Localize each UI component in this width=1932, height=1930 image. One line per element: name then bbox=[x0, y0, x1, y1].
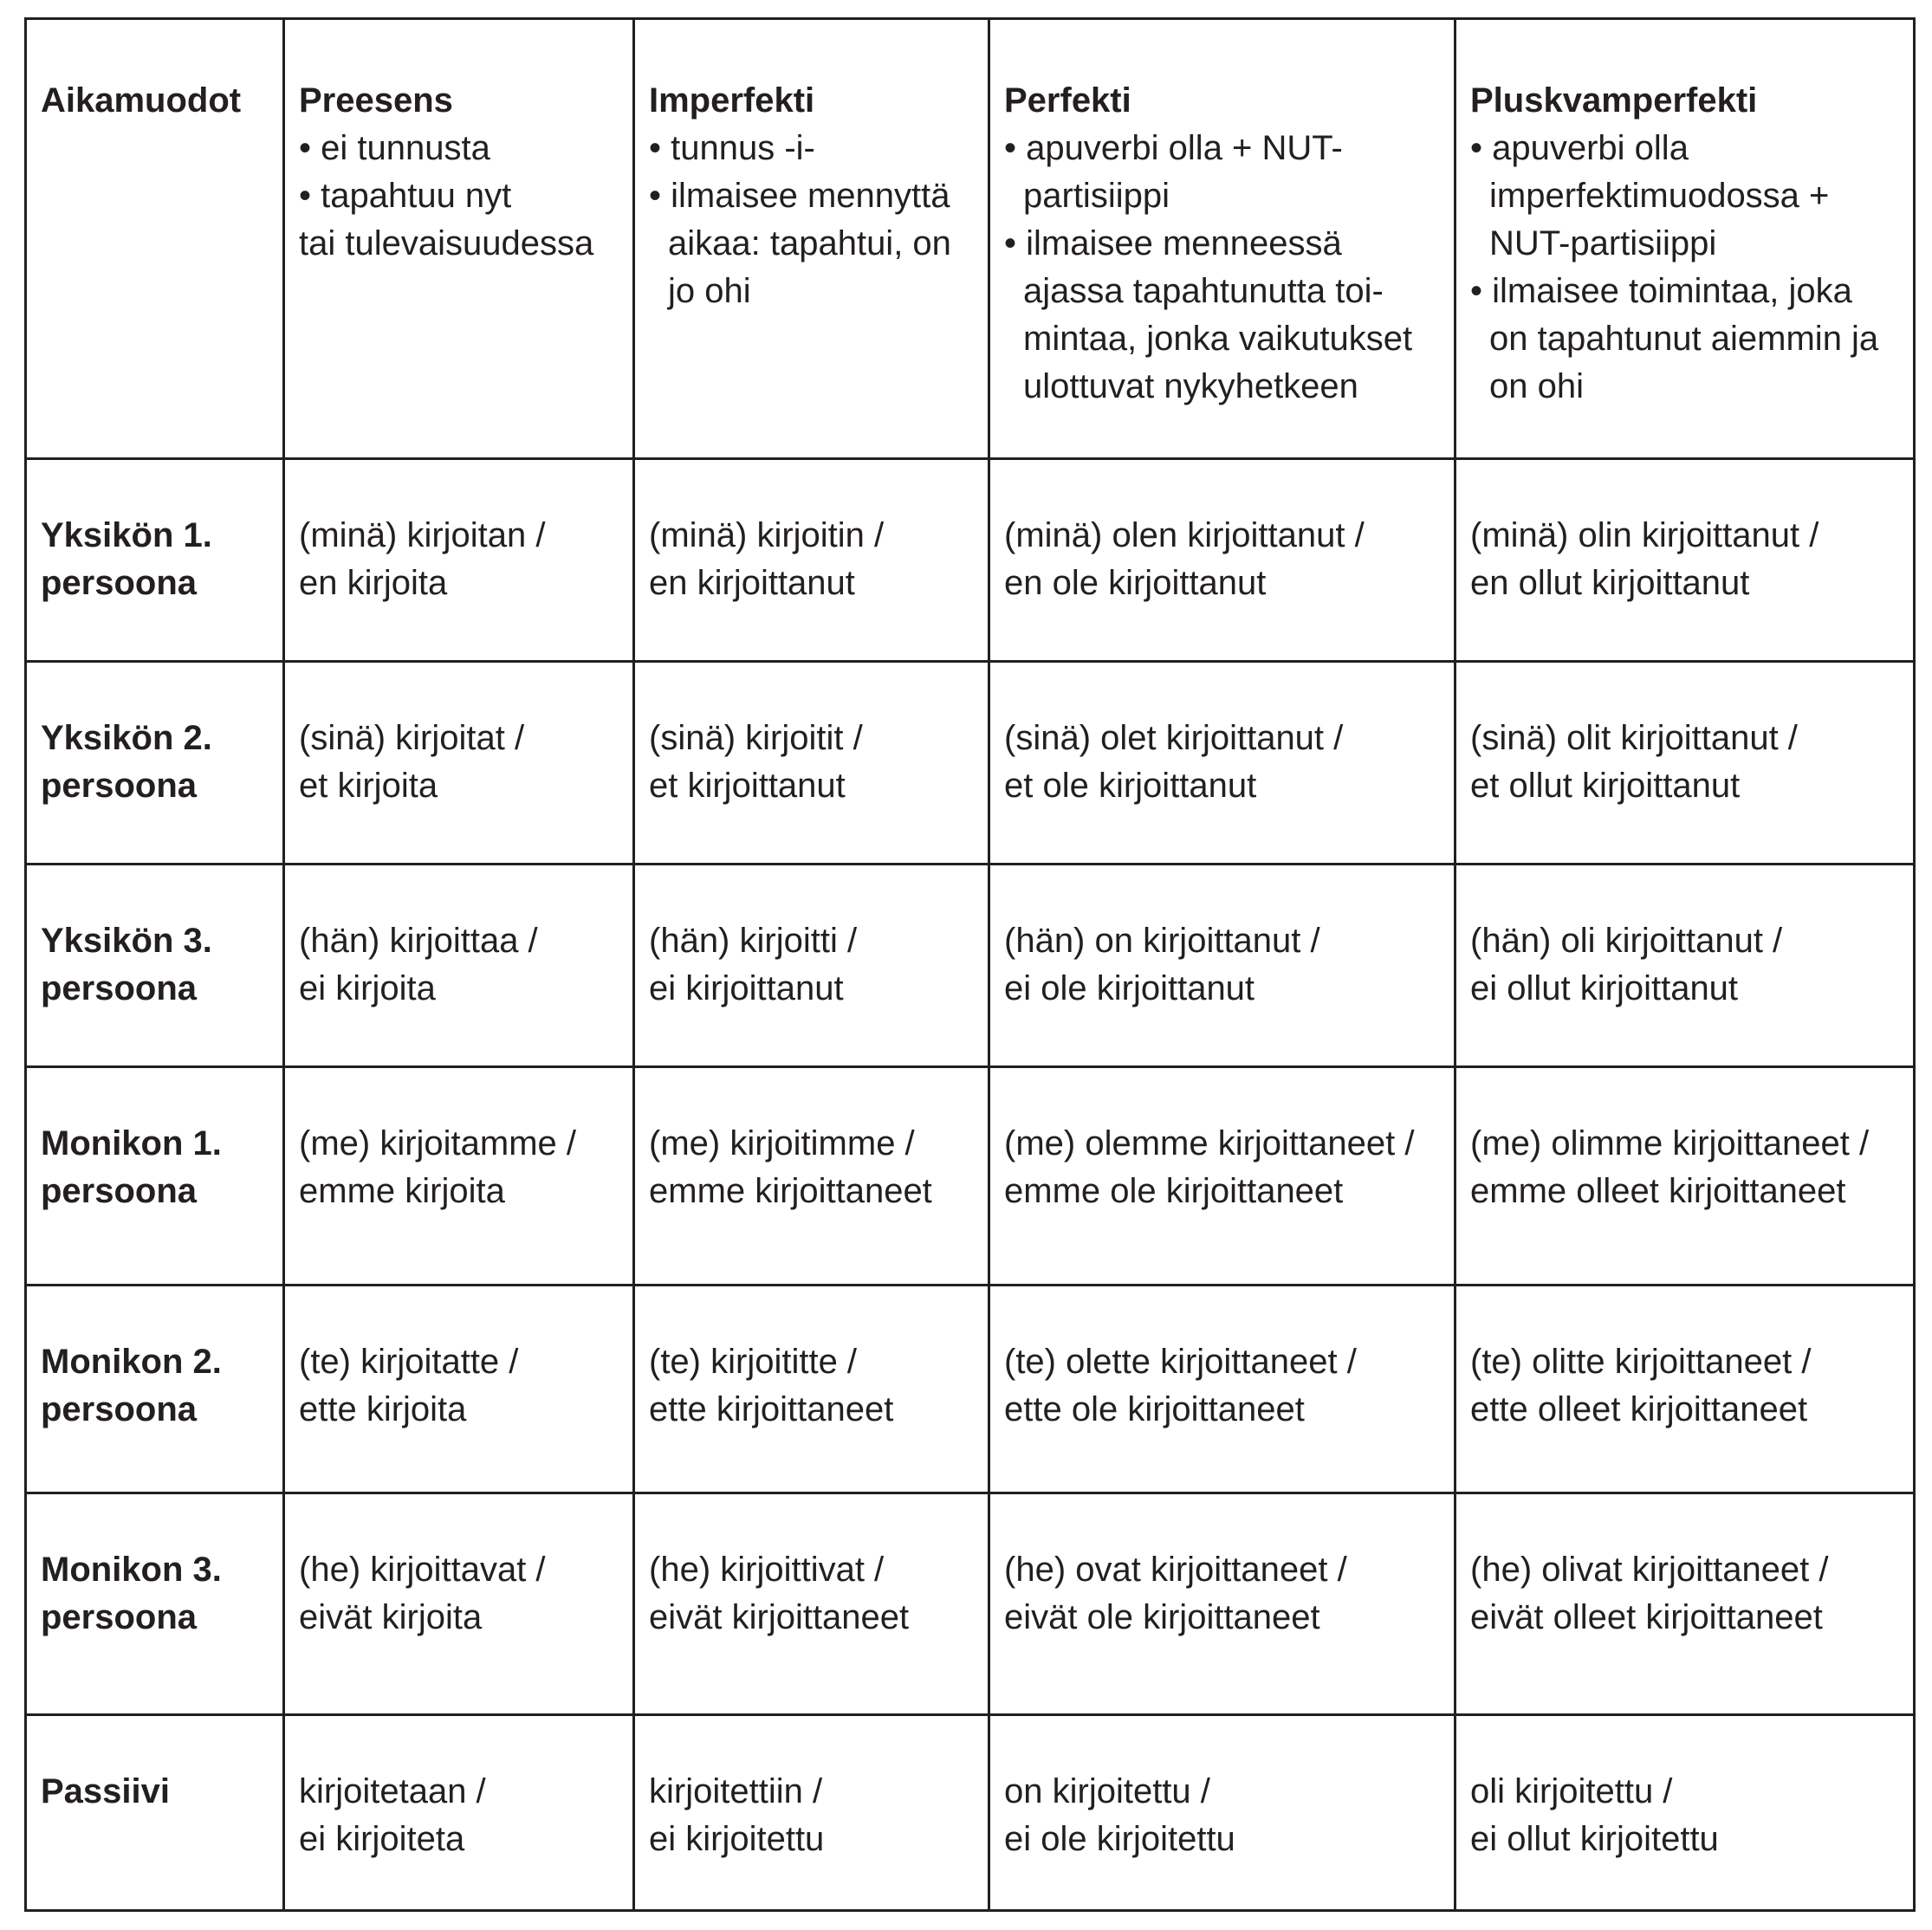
column-note: • ei tunnusta bbox=[299, 129, 490, 167]
table-row bbox=[26, 865, 1915, 1067]
table-cell bbox=[1455, 1493, 1915, 1715]
cell-line: (he) kirjoittivat / bbox=[649, 1551, 885, 1589]
cell-line: (he) kirjoittavat / bbox=[299, 1551, 546, 1589]
cell-line: ei kirjoittanut bbox=[649, 969, 844, 1007]
cell-line: (te) kirjoititte / bbox=[649, 1343, 858, 1381]
row-label: persoona bbox=[41, 1598, 198, 1636]
cell-line: (me) kirjoitamme / bbox=[299, 1124, 577, 1163]
cell-line: (minä) olin kirjoittanut / bbox=[1470, 516, 1819, 554]
row-label-cell bbox=[26, 1715, 284, 1911]
column-note: tai tulevaisuudessa bbox=[299, 224, 594, 262]
table-cell bbox=[284, 1067, 634, 1286]
cell-line: ei kirjoitettu bbox=[649, 1820, 825, 1858]
verb-tense-table bbox=[24, 17, 1916, 1912]
row-label-cell bbox=[26, 1493, 284, 1715]
cell-line: eivät olleet kirjoittaneet bbox=[1470, 1598, 1823, 1636]
header-corner-cell bbox=[26, 19, 284, 459]
cell-line: (te) olette kirjoittaneet / bbox=[1004, 1343, 1357, 1381]
row-label: Monikon 3. bbox=[41, 1551, 222, 1589]
header-cell-imperfekti bbox=[634, 19, 989, 459]
cell-line: (sinä) kirjoitat / bbox=[299, 719, 525, 757]
row-label: persoona bbox=[41, 969, 198, 1007]
row-label: persoona bbox=[41, 767, 198, 805]
cell-line: ei ole kirjoittanut bbox=[1004, 969, 1255, 1007]
row-label-cell bbox=[26, 1286, 284, 1493]
cell-line: (hän) oli kirjoittanut / bbox=[1470, 922, 1783, 960]
table-cell bbox=[1455, 1067, 1915, 1286]
cell-line: ette kirjoittaneet bbox=[649, 1390, 894, 1428]
cell-line: et kirjoita bbox=[299, 767, 438, 805]
row-label: Yksikön 1. bbox=[41, 516, 212, 554]
table-cell bbox=[284, 1715, 634, 1911]
cell-line: ette olleet kirjoittaneet bbox=[1470, 1390, 1808, 1428]
column-title: Imperfekti bbox=[649, 81, 815, 120]
cell-line: emme kirjoita bbox=[299, 1172, 505, 1210]
cell-line: ei kirjoita bbox=[299, 969, 436, 1007]
cell-line: (minä) kirjoitin / bbox=[649, 516, 885, 554]
header-cell-perfekti bbox=[989, 19, 1455, 459]
table-cell bbox=[1455, 1715, 1915, 1911]
cell-line: (sinä) olet kirjoittanut / bbox=[1004, 719, 1344, 757]
cell-line: on kirjoitettu / bbox=[1004, 1772, 1210, 1810]
table-row bbox=[26, 1286, 1915, 1493]
row-label: Monikon 1. bbox=[41, 1124, 222, 1163]
table-cell bbox=[634, 1286, 989, 1493]
cell-line: (he) olivat kirjoittaneet / bbox=[1470, 1551, 1829, 1589]
table-cell bbox=[1455, 662, 1915, 865]
cell-line: en kirjoittanut bbox=[649, 564, 855, 602]
row-label: persoona bbox=[41, 1172, 198, 1210]
table-cell bbox=[284, 459, 634, 662]
cell-line: eivät kirjoittaneet bbox=[649, 1598, 910, 1636]
cell-line: ette kirjoita bbox=[299, 1390, 467, 1428]
cell-line: (he) ovat kirjoittaneet / bbox=[1004, 1551, 1347, 1589]
table-cell bbox=[284, 662, 634, 865]
cell-line: (me) olimme kirjoittaneet / bbox=[1470, 1124, 1870, 1163]
cell-line: (hän) kirjoitti / bbox=[649, 922, 858, 960]
column-note: • tunnus -i- bbox=[649, 129, 815, 167]
cell-line: ei ole kirjoitettu bbox=[1004, 1820, 1235, 1858]
table-cell bbox=[1455, 1286, 1915, 1493]
row-label-cell bbox=[26, 459, 284, 662]
table-cell bbox=[989, 1715, 1455, 1911]
table-cell bbox=[989, 662, 1455, 865]
table-row bbox=[26, 459, 1915, 662]
table-cell bbox=[634, 1715, 989, 1911]
column-title: Preesens bbox=[299, 81, 453, 120]
cell-line: eivät kirjoita bbox=[299, 1598, 483, 1636]
cell-line: (me) kirjoitimme / bbox=[649, 1124, 915, 1163]
header-corner-label: Aikamuodot bbox=[41, 81, 242, 120]
cell-line: (te) olitte kirjoittaneet / bbox=[1470, 1343, 1812, 1381]
row-label-cell bbox=[26, 662, 284, 865]
row-label: persoona bbox=[41, 1390, 198, 1428]
table-row bbox=[26, 1493, 1915, 1715]
row-label: Yksikön 3. bbox=[41, 922, 212, 960]
table-cell bbox=[1455, 865, 1915, 1067]
table-cell bbox=[284, 1286, 634, 1493]
cell-line: kirjoitettiin / bbox=[649, 1772, 823, 1810]
table-cell bbox=[284, 865, 634, 1067]
table-cell bbox=[284, 1493, 634, 1715]
column-note: • ilmaisee toimintaa, joka on tapahtunut aiemmin ja on ohi bbox=[1470, 272, 1879, 405]
table-row bbox=[26, 1067, 1915, 1286]
column-note: • ilmaisee menneessä ajassa tapahtunutta toi-mintaa, jonka vaikutukset ulottuvat nykyhetkeen bbox=[1004, 224, 1413, 405]
table-cell bbox=[634, 865, 989, 1067]
header-row bbox=[26, 19, 1915, 459]
cell-line: (minä) kirjoitan / bbox=[299, 516, 546, 554]
cell-line: (me) olemme kirjoittaneet / bbox=[1004, 1124, 1415, 1163]
row-label: Yksikön 2. bbox=[41, 719, 212, 757]
row-label: Monikon 2. bbox=[41, 1343, 222, 1381]
cell-line: kirjoitetaan / bbox=[299, 1772, 486, 1810]
header-cell-pluskvamperfekti bbox=[1455, 19, 1915, 459]
table-cell bbox=[634, 1067, 989, 1286]
cell-line: emme kirjoittaneet bbox=[649, 1172, 932, 1210]
cell-line: (sinä) olit kirjoittanut / bbox=[1470, 719, 1798, 757]
table-row bbox=[26, 662, 1915, 865]
cell-line: ette ole kirjoittaneet bbox=[1004, 1390, 1305, 1428]
cell-line: (sinä) kirjoitit / bbox=[649, 719, 863, 757]
cell-line: ei ollut kirjoitettu bbox=[1470, 1820, 1719, 1858]
column-note: • ilmaisee mennyttä aikaa: tapahtui, on jo ohi bbox=[649, 177, 951, 310]
row-label: Passiivi bbox=[41, 1772, 171, 1810]
cell-line: eivät ole kirjoittaneet bbox=[1004, 1598, 1320, 1636]
table-cell bbox=[989, 1493, 1455, 1715]
cell-line: emme ole kirjoittaneet bbox=[1004, 1172, 1344, 1210]
column-title: Pluskvamperfekti bbox=[1470, 81, 1758, 120]
cell-line: emme olleet kirjoittaneet bbox=[1470, 1172, 1846, 1210]
cell-line: ei ollut kirjoittanut bbox=[1470, 969, 1739, 1007]
cell-line: (minä) olen kirjoittanut / bbox=[1004, 516, 1365, 554]
table-cell bbox=[989, 865, 1455, 1067]
cell-line: ei kirjoiteta bbox=[299, 1820, 465, 1858]
cell-line: (te) kirjoitatte / bbox=[299, 1343, 519, 1381]
table-row bbox=[26, 1715, 1915, 1911]
row-label-cell bbox=[26, 1067, 284, 1286]
column-title: Perfekti bbox=[1004, 81, 1131, 120]
table-cell bbox=[634, 662, 989, 865]
cell-line: en ollut kirjoittanut bbox=[1470, 564, 1750, 602]
cell-line: et kirjoittanut bbox=[649, 767, 846, 805]
table-cell bbox=[1455, 459, 1915, 662]
cell-line: (hän) on kirjoittanut / bbox=[1004, 922, 1320, 960]
table-cell bbox=[634, 1493, 989, 1715]
row-label: persoona bbox=[41, 564, 198, 602]
row-label-cell bbox=[26, 865, 284, 1067]
column-note: • apuverbi olla + NUT-partisiippi bbox=[1004, 129, 1343, 215]
cell-line: oli kirjoitettu / bbox=[1470, 1772, 1673, 1810]
cell-line: en ole kirjoittanut bbox=[1004, 564, 1267, 602]
table-cell bbox=[989, 1286, 1455, 1493]
column-note: • apuverbi olla imperfektimuodossa + NUT-partisiippi bbox=[1470, 129, 1830, 262]
cell-line: et ollut kirjoittanut bbox=[1470, 767, 1741, 805]
column-note: • tapahtuu nyt bbox=[299, 177, 512, 215]
table-cell bbox=[989, 459, 1455, 662]
cell-line: en kirjoita bbox=[299, 564, 448, 602]
cell-line: et ole kirjoittanut bbox=[1004, 767, 1257, 805]
header-cell-preesens bbox=[284, 19, 634, 459]
cell-line: (hän) kirjoittaa / bbox=[299, 922, 538, 960]
table-cell bbox=[989, 1067, 1455, 1286]
table-cell bbox=[634, 459, 989, 662]
